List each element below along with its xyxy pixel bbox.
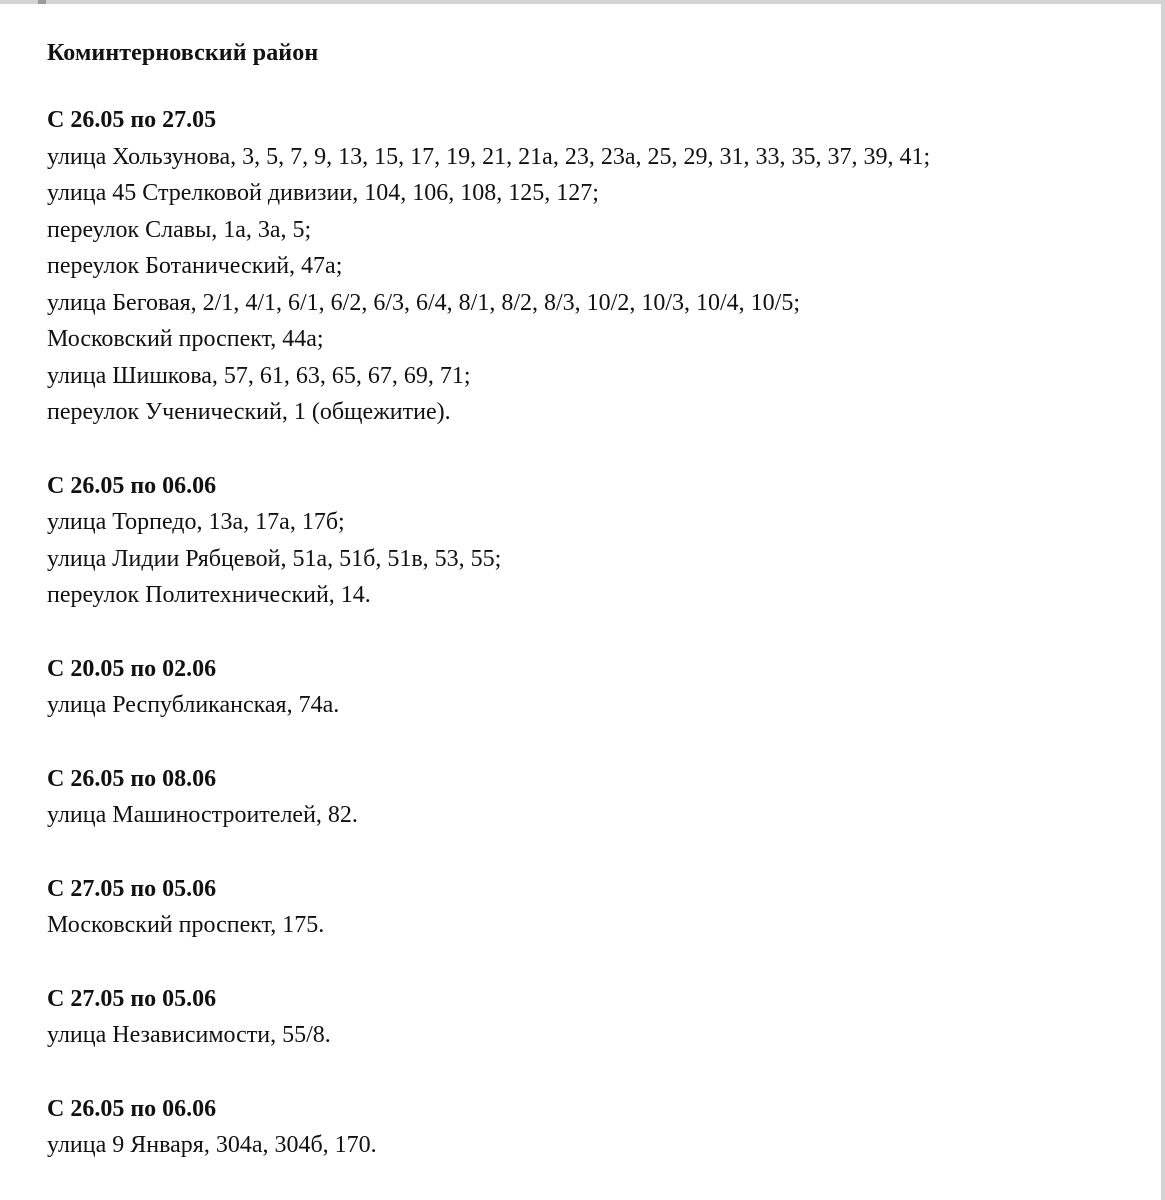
- address-line: улица Беговая, 2/1, 4/1, 6/1, 6/2, 6/3, 6/4, 8/1, 8/2, 8/3, 10/2, 10/3, 10/4, 10/5;: [47, 289, 800, 316]
- window-top-border: [0, 0, 1165, 4]
- address-line: Московский проспект, 175.: [47, 912, 325, 938]
- address-line: улица Торпедо, 13а, 17а, 17б;: [47, 509, 345, 535]
- section-date-range: С 27.05 по 05.06: [47, 985, 217, 1012]
- schedule-section-2: [47, 468, 1147, 614]
- section-date-range: С 26.05 по 08.06: [47, 765, 217, 792]
- address-line: Московский проспект, 44а;: [47, 326, 324, 352]
- address-line: улица 45 Стрелковой дивизии, 104, 106, 108, 125, 127;: [47, 180, 599, 206]
- window-right-border: [1161, 0, 1165, 1200]
- section-date-range: С 20.05 по 02.06: [47, 655, 217, 682]
- schedule-section-7: [47, 1091, 1147, 1164]
- section-date-range: С 26.05 по 06.06: [47, 472, 217, 499]
- address-line: улица Хользунова, 3, 5, 7, 9, 13, 15, 17, 19, 21, 21а, 23, 23а, 25, 29, 31, 33, 35, 37, 39, 41;: [47, 143, 931, 170]
- address-line: улица 9 Января, 304а, 304б, 170.: [47, 1132, 377, 1158]
- address-line: переулок Славы, 1а, 3а, 5;: [47, 216, 312, 243]
- section-date-range: С 27.05 по 05.06: [47, 875, 217, 902]
- section-date-range: С 26.05 по 27.05: [47, 107, 217, 133]
- schedule-section-4: [47, 761, 1147, 834]
- schedule-section-1: [47, 102, 1147, 431]
- address-line: переулок Политехнический, 14.: [47, 582, 371, 608]
- address-line: переулок Ботанический, 47а;: [47, 253, 343, 279]
- address-line: улица Лидии Рябцевой, 51а, 51б, 51в, 53, 55;: [47, 545, 502, 572]
- schedule-section-3: [47, 651, 1147, 724]
- address-line: улица Машиностроителей, 82.: [47, 802, 358, 828]
- section-date-range: С 26.05 по 06.06: [47, 1095, 217, 1122]
- corner-handle-icon: [38, 0, 46, 4]
- document-body: [47, 30, 1147, 1200]
- schedule-section-5: [47, 871, 1147, 944]
- schedule-section-6: [47, 981, 1147, 1054]
- address-line: переулок Ученический, 1 (общежитие).: [47, 399, 451, 425]
- address-line: улица Шишкова, 57, 61, 63, 65, 67, 69, 71;: [47, 362, 471, 389]
- address-line: улица Республиканская, 74а.: [47, 692, 340, 718]
- address-line: улица Независимости, 55/8.: [47, 1022, 331, 1048]
- district-title: Коминтерновский район: [47, 40, 319, 66]
